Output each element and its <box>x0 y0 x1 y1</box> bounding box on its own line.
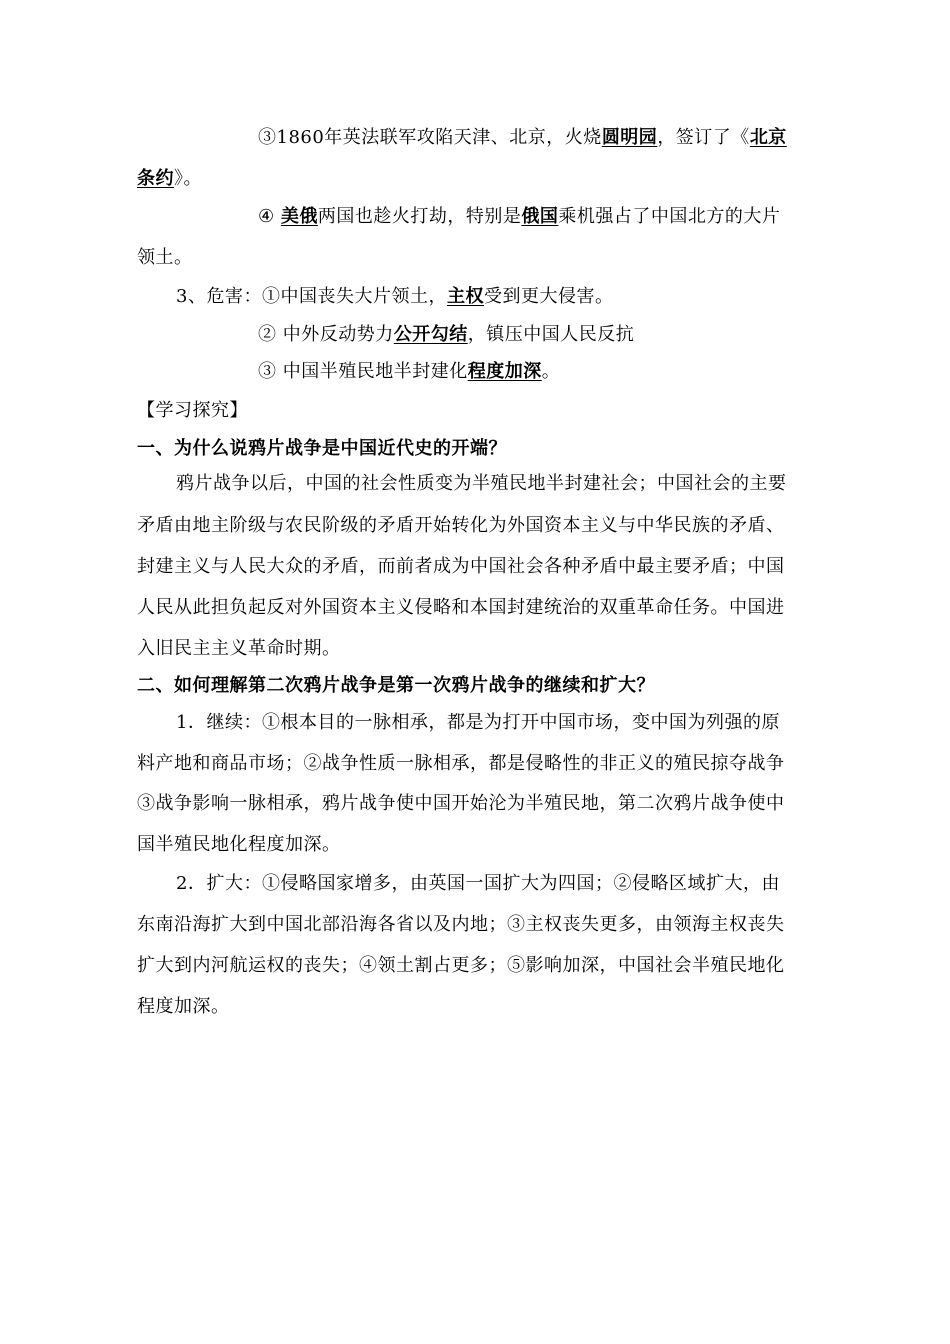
harm-item2-text: ② 中外反动势力 <box>258 324 394 345</box>
harm-item3-text-2: 。 <box>541 361 561 382</box>
q2-expand-line: 程度加深。 <box>137 996 230 1017</box>
q1-paragraph-line: 人民从此担负起反对外国资本主义侵略和本国封建统治的双重革命任务。中国进 <box>137 597 785 618</box>
q2-continue-line: ③战争影响一脉相承，鸦片战争使中国开始沦为半殖民地，第二次鸦片战争使中 <box>137 793 785 814</box>
item4-line1 <box>258 205 780 229</box>
harm-line3 <box>258 360 560 384</box>
harm-item1-text-2: 受到更大侵害。 <box>483 286 614 307</box>
deepening-keyword: 程度加深 <box>467 361 542 382</box>
harm-item1-text: ①中国丧失大片领土， <box>261 286 447 307</box>
harm-line2 <box>258 323 634 347</box>
q2-expand-line: 扩大到内河航运权的丧失；④领土割占更多；⑤影响加深，中国社会半殖民地化 <box>137 955 785 976</box>
q1-paragraph-line: 矛盾由地主阶级与农民阶级的矛盾开始转化为外国资本主义与中华民族的矛盾、 <box>137 515 785 536</box>
sovereignty-keyword: 主权 <box>446 286 484 307</box>
item3-text-3: 》。 <box>174 168 202 189</box>
item4-text: ④ <box>258 206 281 227</box>
russia-keyword: 俄国 <box>521 206 559 227</box>
item3-text-2: ，签订了《 <box>657 127 750 148</box>
question2-title: 二、如何理解第二次鸦片战争是第一次鸦片战争的继续和扩大？ <box>137 675 655 696</box>
harm-item2-text-2: ，镇压中国人民反抗 <box>467 324 635 345</box>
item4-text-2: 两国也趁火打劫，特别是 <box>317 206 522 227</box>
item3-line2 <box>137 167 202 191</box>
us-russia-keyword: 美俄 <box>280 206 318 227</box>
beijing-treaty-keyword-a: 北京 <box>749 127 787 148</box>
harm-item3-text: ③ 中国半殖民地半封建化 <box>258 361 468 382</box>
q2-continue-line: 1．继续：①根本目的一脉相承，都是为打开中国市场，变中国为列强的原 <box>176 712 780 733</box>
q2-continue-line: 料产地和商品市场；②战争性质一脉相承，都是侵略性的非正义的殖民掠夺战争 <box>137 753 785 774</box>
question1-title: 一、为什么说鸦片战争是中国近代史的开端？ <box>137 438 507 459</box>
item4-text-4: 领土。 <box>137 247 193 268</box>
study-heading: 【学习探究】 <box>137 400 248 421</box>
yuanmingyuan-keyword: 圆明园 <box>601 127 658 148</box>
q1-paragraph-line: 鸦片战争以后，中国的社会性质变为半殖民地半封建社会；中国社会的主要 <box>176 473 787 494</box>
item3-text: ③1860年英法联军攻陷天津、北京，火烧 <box>258 127 602 148</box>
beijing-treaty-keyword-b: 条约 <box>137 168 174 189</box>
q1-paragraph-line: 入旧民主主义革命时期。 <box>137 638 341 659</box>
collusion-keyword: 公开勾结 <box>393 324 468 345</box>
q2-expand-line: 2．扩大：①侵略国家增多，由英国一国扩大为四国；②侵略区域扩大，由 <box>176 873 780 894</box>
q2-expand-line: 东南沿海扩大到中国北部沿海各省以及内地；③主权丧失更多，由领海主权丧失 <box>137 914 785 935</box>
item4-line2 <box>137 246 193 270</box>
item4-text-3: 乘机强占了中国北方的大片 <box>558 206 781 227</box>
harm-line1 <box>176 285 613 309</box>
harm-label: 3、危害： <box>176 286 262 307</box>
q2-continue-line: 国半殖民地化程度加深。 <box>137 834 341 855</box>
q1-paragraph-line: 封建主义与人民大众的矛盾，而前者成为中国社会各种矛盾中最主要矛盾；中国 <box>137 556 785 577</box>
item3-line1 <box>258 126 787 150</box>
